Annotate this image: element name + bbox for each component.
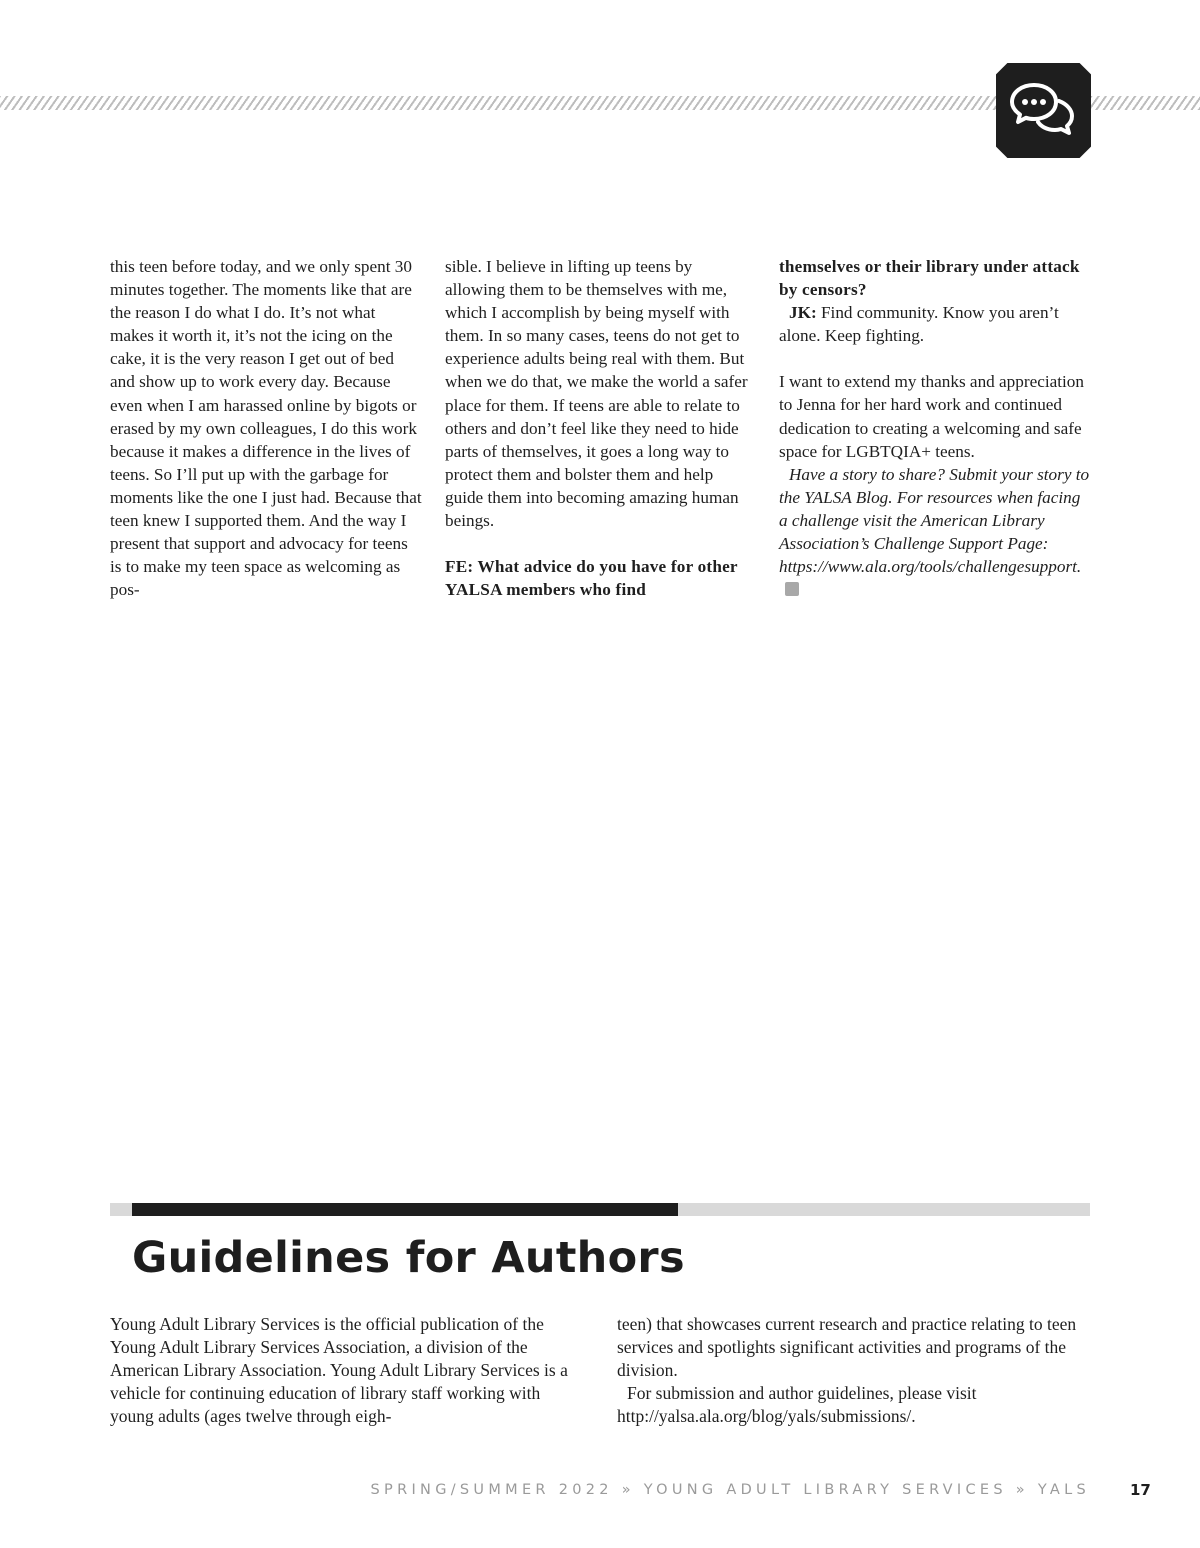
chat-bubbles-icon bbox=[1010, 79, 1076, 141]
guidelines-paragraph: teen) that showcases current research and practice relating to teen services and spotlights significant activities and programs of the division. bbox=[617, 1314, 1077, 1381]
interview-question: FE: What advice do you have for other YALSA members who find bbox=[445, 557, 738, 600]
running-footer: SPRING/SUMMER 2022 » YOUNG ADULT LIBRARY SERVICES » YALS bbox=[370, 1482, 1090, 1498]
article-paragraph: this teen before today, and we only spent 30 minutes together. The moments like that are the reason I do what I do. It’s not what makes it worth it, it’s not the icing on the cake, it is the very reason I get out of bed and show up to work every day. Because even when I am harassed online by bigots or erased by my own colleagues, I do this work because it makes a difference in the lives of teens. So I’ll put up with the garbage for moments like the one I just had. Because that teen knew I supported them. And the way I present that support and advocacy for teens is to make my teen space as welcoming as pos- bbox=[110, 257, 422, 600]
guidelines-column-1 bbox=[110, 1313, 582, 1428]
article-column-1 bbox=[110, 255, 422, 601]
article-paragraph: sible. I believe in lifting up teens by allowing them to be themselves with me, which I accomplish by being myself with them. In so many cases, teens do not get to experience adults being real with them. But when we do that, we make the world a safer place for them. If teens are able to relate to others and don’t feel like they need to hide parts of themselves, it goes a long way to protect them and bolster them and help guide them into becoming amazing human beings. bbox=[445, 257, 748, 531]
guidelines-submission-paragraph: For submission and author guidelines, please visit http://yalsa.ala.org/blog/yals/submissions/. bbox=[617, 1383, 977, 1427]
interview-question-continued: themselves or their library under attack by censors? bbox=[779, 257, 1080, 300]
end-of-article-mark bbox=[785, 582, 799, 596]
closing-note bbox=[779, 463, 1091, 602]
page-number: 17 bbox=[1130, 1481, 1151, 1499]
answer-speaker: JK: bbox=[789, 303, 817, 323]
article-column-2 bbox=[445, 255, 755, 601]
answer-text: Find community. Know you aren’t alone. Keep fighting. bbox=[779, 303, 1059, 346]
interview-answer bbox=[779, 301, 1091, 347]
article-column-3 bbox=[779, 255, 1091, 601]
guidelines-title: Guidelines for Authors bbox=[132, 1233, 685, 1283]
section-rule-accent bbox=[132, 1203, 678, 1216]
closing-text: Have a story to share? Submit your story to the YALSA Blog. For resources when facing a challenge visit the American Library Association’s Challenge Support Page: https://www.ala.org/tools/challengesupport. bbox=[779, 464, 1090, 577]
section-badge bbox=[996, 63, 1091, 158]
guidelines-paragraph: Young Adult Library Services is the official publication of the Young Adult Library Services Association, a division of the American Library Association. Young Adult Library Services is a vehicle for continuing education of library staff working with young adults (ages twelve through eigh- bbox=[110, 1314, 568, 1427]
guidelines-column-2 bbox=[617, 1313, 1089, 1428]
thanks-paragraph: I want to extend my thanks and appreciation to Jenna for her hard work and continued dedication to creating a welcoming and safe space for LGBTQIA+ teens. bbox=[779, 372, 1084, 461]
